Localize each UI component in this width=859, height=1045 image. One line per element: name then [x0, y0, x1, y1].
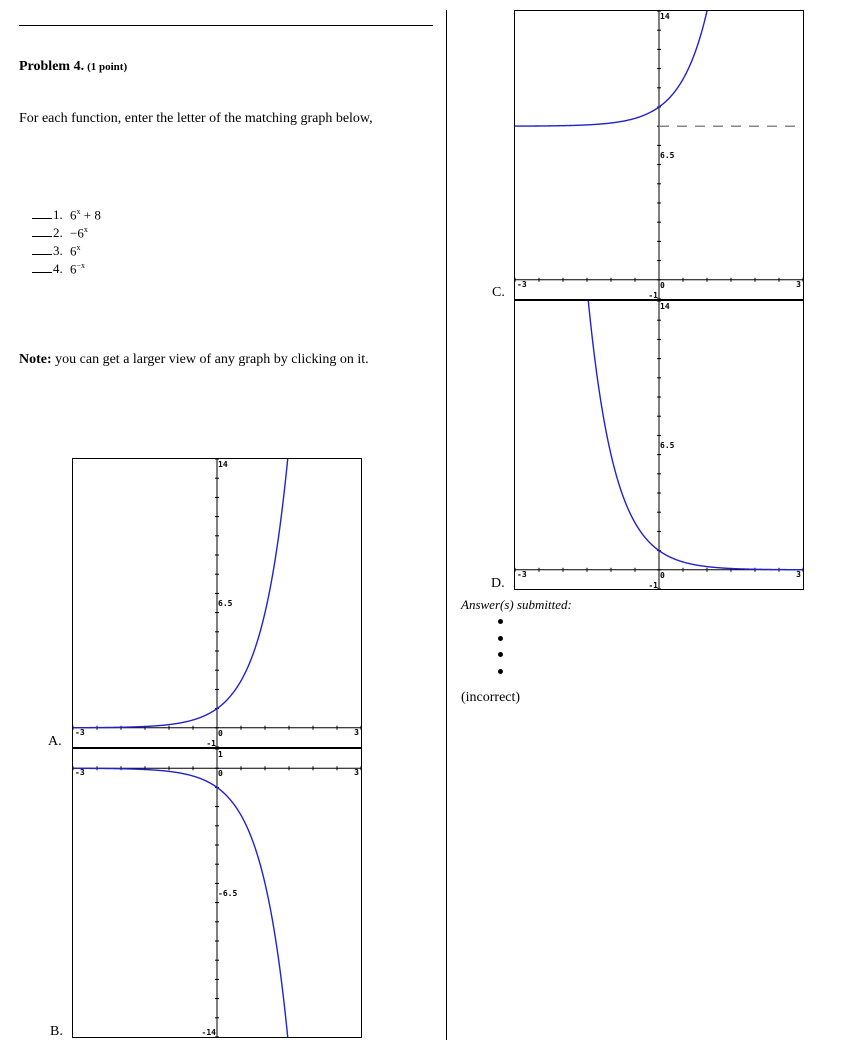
answer-bullet — [498, 619, 503, 624]
x-min-label: -3 — [75, 727, 85, 737]
x-min-label: -3 — [517, 279, 527, 289]
top-divider — [19, 25, 433, 26]
x-zero-label: 0 — [218, 728, 223, 738]
graph-d[interactable] — [514, 300, 804, 590]
x-zero-label: 0 — [660, 570, 665, 580]
function-list — [32, 203, 101, 275]
x-zero-label: 0 — [218, 769, 223, 779]
x-min-label: -3 — [75, 768, 85, 778]
x-zero-label: 0 — [660, 280, 665, 290]
function-curve — [585, 301, 803, 570]
function-item: 3. 6$^x$ — [32, 239, 101, 257]
y-mid-label: 6.5 — [660, 151, 675, 160]
problem-points: (1 point) — [87, 61, 128, 73]
answers-heading: Answer(s) submitted: — [461, 597, 572, 612]
y-max-label: 14 — [218, 460, 228, 469]
y-min-label: -1 — [206, 739, 216, 747]
function-curve — [73, 459, 291, 728]
y-min-label: -1 — [648, 581, 658, 589]
function-item: 1. $6^x + 8$ — [32, 203, 101, 221]
x-max-label: 3 — [796, 279, 801, 289]
answer-bullet — [498, 652, 503, 657]
y-mid-label: 6.5 — [660, 441, 675, 450]
graph-b[interactable] — [72, 748, 362, 1038]
x-max-label: 3 — [796, 569, 801, 579]
function-expression: 6$^x$ — [70, 243, 81, 259]
graph-label-d: D. — [491, 576, 505, 591]
graph-c[interactable] — [514, 10, 804, 300]
x-min-label: -3 — [517, 569, 527, 579]
answer-blank[interactable] — [32, 225, 52, 237]
function-expression: $6^x + 8$ — [70, 207, 101, 223]
problem-instruction: For each function, enter the letter of the matching graph below, — [19, 111, 373, 126]
function-expression: $-6^x$ — [70, 225, 88, 241]
graph-label-a: A. — [48, 734, 62, 749]
function-item: 4. $6^{-x}$ — [32, 257, 101, 275]
answer-bullet — [498, 636, 503, 641]
y-min-label: -14 — [201, 1028, 216, 1037]
answer-bullet — [498, 669, 503, 674]
y-max-label: 1 — [218, 750, 223, 759]
note-text: Note: you can get a larger view of any graph by clicking on it. — [19, 352, 369, 367]
answer-list — [498, 619, 503, 685]
y-max-label: 14 — [660, 12, 670, 21]
x-max-label: 3 — [354, 727, 359, 737]
answer-blank[interactable] — [32, 207, 52, 219]
x-max-label: 3 — [354, 768, 359, 778]
graph-label-b: B. — [50, 1024, 63, 1039]
function-curve — [73, 768, 291, 1037]
graph-a[interactable] — [72, 458, 362, 748]
problem-title: Problem 4. (1 point) — [19, 59, 128, 74]
y-mid-label: -6.5 — [218, 889, 238, 898]
function-curve — [515, 11, 715, 126]
answer-status: (incorrect) — [461, 690, 521, 705]
answer-blank[interactable] — [32, 261, 52, 273]
function-item: 2. $-6^x$ — [32, 221, 101, 239]
graph-label-c: C. — [492, 285, 505, 300]
y-min-label: -1 — [648, 291, 658, 299]
column-divider — [446, 10, 447, 1040]
y-max-label: 14 — [660, 302, 670, 311]
function-expression: $6^{-x}$ — [70, 261, 86, 277]
y-mid-label: 6.5 — [218, 599, 233, 608]
answer-blank[interactable] — [32, 243, 52, 255]
